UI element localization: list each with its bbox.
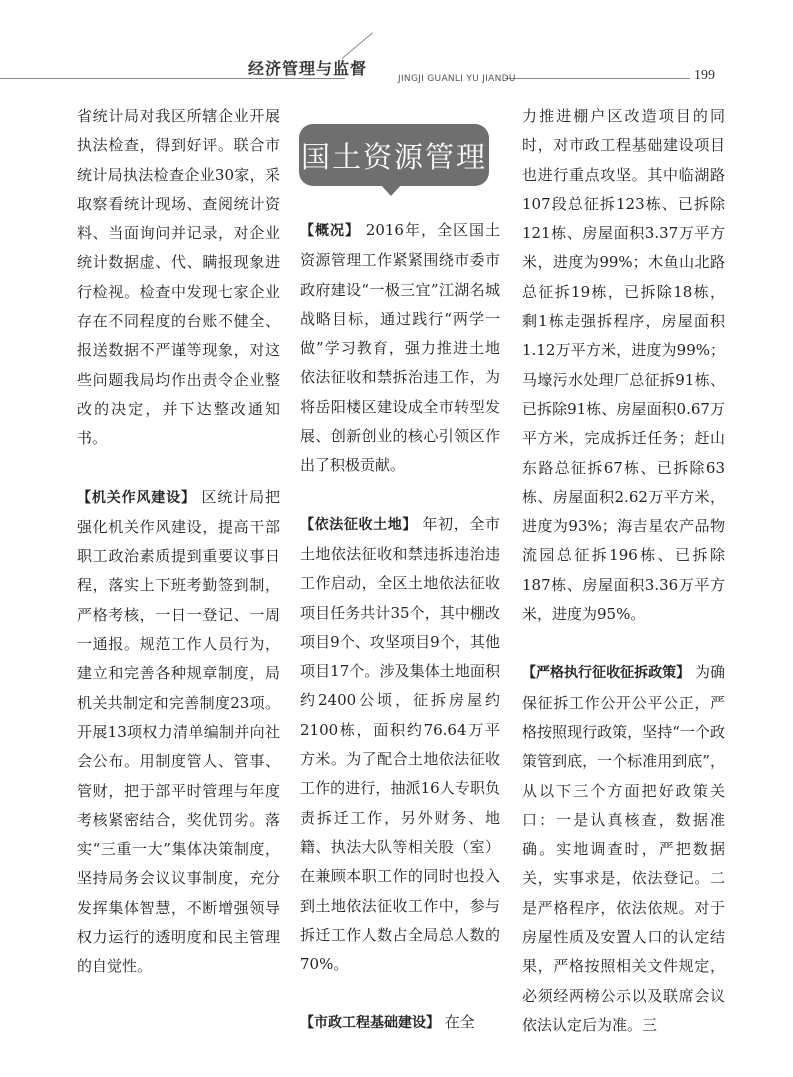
overview-paragraph [300,216,500,481]
column1-intro: 省统计局对我区所辖企业开展执法检查，得到好评。联合市统计局执法检查企业30家，采取察看统计现场、查阅统计资料、当面询问并记录，对企业统计数据虚、代、瞒报现象进行检视。检查中发现七家企业存在不同程度的台账不健全、报送数据不严谨等现象，对这些问题我局均作出责令企业整改的决定，并下达整改通知书。 [77,107,280,448]
section-label-overview: 【概况】 [300,223,361,239]
section-text-policy: 为确保征拆工作公开公平公正，严格按照现行政策，坚持“一个政策管到底，一个标准用到底”，从以下三个方面把好政策关口：一是认真核查，数据准确。实地调查时，严把数据关，实事求是，依法登记。二是严格程序，依法依规。对于房屋性质及安置人口的认定结果，严格按照相关文件规定，必须经两榜公示以及联席会议依法认定后为准。三 [522,663,725,1034]
section-label-land: 【依法征收土地】 [300,516,418,533]
section-tag: 国土资源管理 [299,124,489,186]
column-1 [77,102,280,982]
section-label-office-style: 【机关作风建设】 [77,489,196,506]
section-tag-pointer [380,184,402,196]
section-label-infra: 【市政工程基础建设】 [300,1015,440,1032]
header-subtitle: JINGJI GUANLI YU JIANDU [398,74,516,84]
column-3 [522,102,725,1040]
page-header [0,0,793,100]
infra-continued: 力推进棚户区改造项目的同时，对市政工程基础建设项目也进行重点攻坚。其中临湖路107段总征拆123栋、已拆除121栋、房屋面积3.37万平方米，进度为99%；木鱼山北路总征拆19栋，已拆除18栋，剩1栋走强拆程序，房屋面积1.12万平方米，进度为99%；马壕污水处理厂总征拆91栋、已拆除91栋、房屋面积0.67万平方米，完成拆迁任务；赶山东路总征拆67栋、已拆除63栋、房屋面积2.62万平方米，进度为93%；海吉星农产品物流园总征拆196栋、已拆除187栋、房屋面积3.36万平方米，进度为95%。 [522,107,725,624]
header-slash [342,32,373,58]
section-text-office-style: 区统计局把强化机关作风建设，提高干部职工政治素质提到重要议事日程，落实上下班考勤签到制，严格考核，一日一登记、一周一通报。规范工作人员行为，建立和完善各种规章制度，局机关共制定和完善制度23项。开展13项权力清单编制并向社会公布。用制度管人、管事、管财，把于部平时管理与年度考核紧密结合，奖优罚劣。落实“三重一大”集体决策制度，坚持局务会议议事制度，充分发挥集体智慧，不断增强领导权力运行的透明度和民主管理的自觉性。 [77,487,280,976]
header-title: 经济管理与监督 [248,59,368,78]
page-number: 199 [694,68,715,83]
infra-paragraph [300,1008,500,1038]
column-2 [300,216,500,1039]
policy-paragraph [522,658,725,1040]
column1-section [77,483,280,982]
header-rule-right [505,78,690,79]
section-text-infra: 在全 [444,1013,475,1032]
section-text-land: 年初，全市土地依法征收和禁违拆违治违工作启动，全区土地依法征收项目任务共计35个，其中棚改项目9个、攻坚项目9个，其他项目17个。涉及集体土地面积约2400公顷，征拆房屋约2100栋，面积约76.64万平方米。为了配合土地依法征收工作的进行，抽派16人专职负责拆迁工作，另外财务、地籍、执法大队等相关股（室）在兼顾本职工作的同时也投入到土地依法征收工作中，参与拆迁工作人数占全局总人数的70%。 [300,514,500,974]
section-label-policy: 【严格执行征收征拆政策】 [522,665,691,682]
section-text-overview: 2016年，全区国土资源管理工作紧紧围绕市委市政府建设“一极三宜”江湖名城战略目标，通过践行“两学一做”学习教育，强力推进土地依法征收和禁拆治违工作，为将岳阳楼区建设成全市转型发展、创新创业的核心引领区作出了积极贡献。 [300,221,500,475]
land-paragraph [300,510,500,980]
